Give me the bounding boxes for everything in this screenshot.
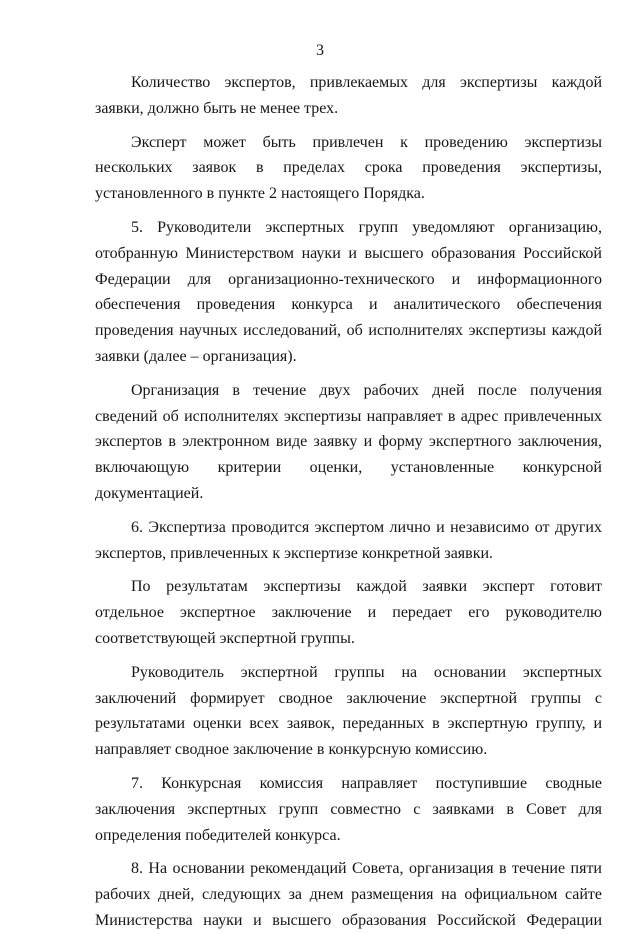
paragraph-expert-count: Количество экспертов, привлекаемых для экспертизы каждой заявки, должно быть не менее трех. — [95, 74, 602, 117]
paragraph-group-leader: Руководитель экспертной группы на основании экспертных заключений формирует сводное заключение экспертной группы с результатами оценки всех заявок, переданных в экспертную группу, и направляет сводное заключение в конкурсную комиссию. — [95, 663, 602, 759]
paragraph-item-8: 8. На основании рекомендаций Совета, организация в течение пяти рабочих дней, следующих за днем размещения на официальном сайте Министерства науки и высшего образования Российской Федерации — [95, 860, 602, 929]
paragraph-item-5: 5. Руководители экспертных групп уведомляют организацию, отобранную Министерством науки и высшего образования Российской Федерации для организационно-технического и информационного обеспечения проведения конкурса и аналитического обеспечения проведения научных исследований, об исполнителях экспертизы каждой заявки (далее – организация). — [95, 218, 602, 365]
paragraph-item-7: 7. Конкурсная комиссия направляет поступившие сводные заключения экспертных групп совместно с заявками в Совет для определения победителей конкурса. — [95, 774, 602, 844]
paragraph-expert-conclusion: По результатам экспертизы каждой заявки эксперт готовит отдельное экспертное заключение и передает его руководителю соответствующей экспертной группы. — [95, 578, 602, 647]
paragraph-item-6: 6. Экспертиза проводится экспертом лично и независимо от других экспертов, привлеченных к экспертизе конкретной заявки. — [95, 518, 602, 562]
document-body — [95, 70, 602, 934]
paragraph-expert-multiple-applications: Эксперт может быть привлечен к проведению экспертизы нескольких заявок в пределах срока проведения экспертизы, установленного в пункте 2 настоящего Порядка. — [95, 133, 602, 203]
paragraph-organization-sends: Организация в течение двух рабочих дней после получения сведений об исполнителях экспертизы направляет в адрес привлеченных экспертов в электронном виде заявку и форму экспертного заключения, включающую критерии оценки, установленные конкурсной документацией. — [95, 381, 602, 502]
page-number: 3 — [316, 42, 324, 59]
